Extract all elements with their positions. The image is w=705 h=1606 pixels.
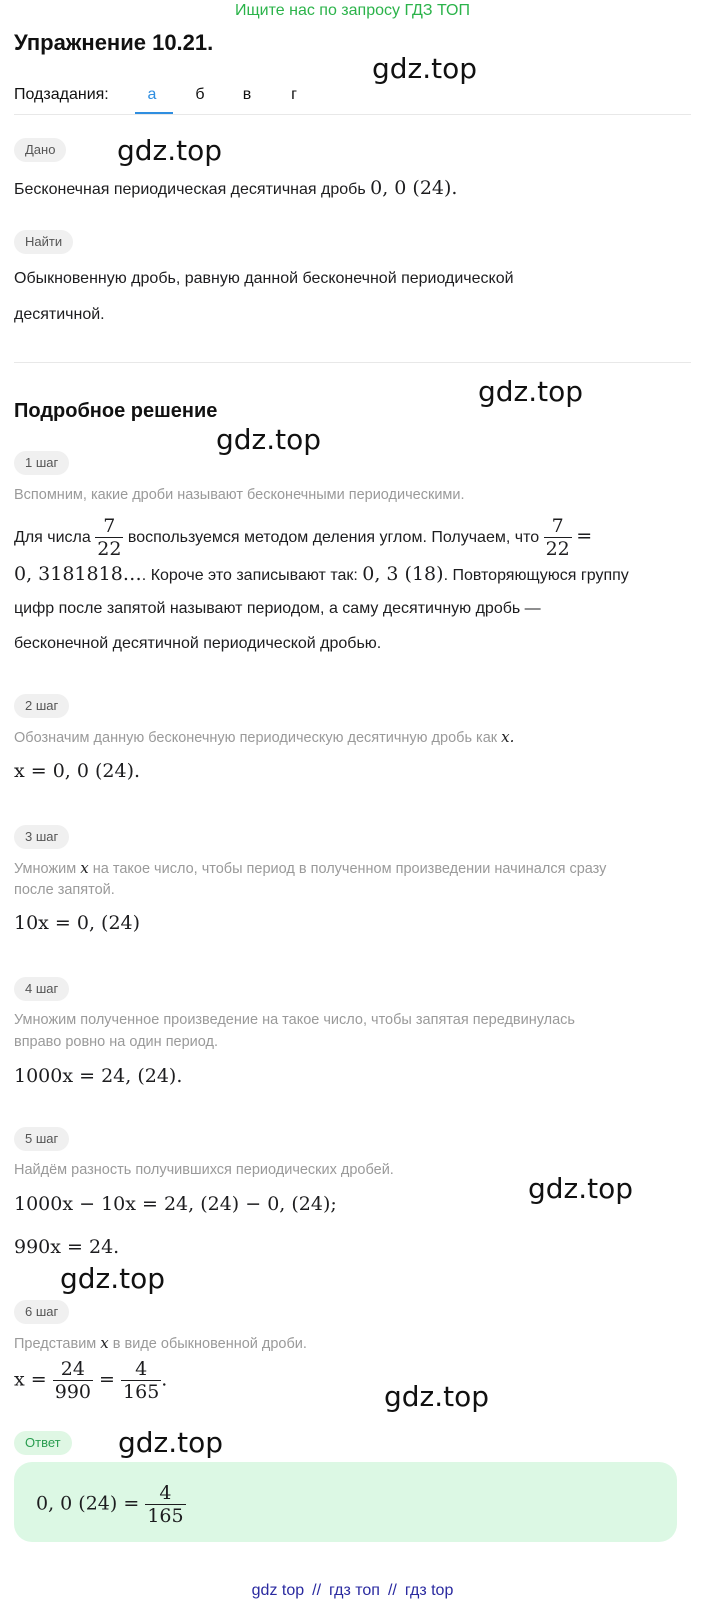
subtasks-label: Подзадания:	[14, 86, 109, 103]
step-4-hint: Умножим полученное произведение на такое число, чтобы запятая передвинулась	[14, 1012, 575, 1028]
tab-a[interactable]: а	[147, 86, 157, 103]
step-2-badge: 2 шаг	[14, 694, 69, 718]
footer-link-2[interactable]: гдз топ	[329, 1582, 380, 1599]
step-6-math: x = $\frac{24}{990}$ = $\frac{4}{165}$ .	[14, 1358, 168, 1403]
tab-v[interactable]: в	[242, 86, 252, 103]
step-5-hint: Найдём разность получившихся периодических дробей.	[14, 1162, 394, 1178]
watermark: gdz.top	[118, 1426, 224, 1459]
watermark: gdz.top	[60, 1262, 166, 1295]
step-5-math-2: 990x = 24.	[14, 1236, 120, 1258]
step-2-hint: Обозначим данную бесконечную периодическую десятичную дробь как x.	[14, 728, 515, 746]
given-value: 0, 0 (24).	[370, 177, 458, 199]
watermark: gdz.top	[372, 52, 478, 85]
step-1-line4: бесконечной десятичной периодической дробью.	[14, 635, 382, 652]
step-6-hint: Представим x в виде обыкновенной дроби.	[14, 1334, 307, 1352]
promo-banner[interactable]: Ищите нас по запросу ГДЗ ТОП	[235, 2, 470, 19]
footer-link-3[interactable]: гдз top	[404, 1582, 454, 1599]
watermark: gdz.top	[528, 1172, 634, 1205]
step-3-badge: 3 шаг	[14, 825, 69, 849]
given-text: Бесконечная периодическая десятичная дробь 0, 0 (24).	[14, 177, 458, 199]
fraction: $\frac{24}{990}$	[54, 1358, 91, 1403]
step-1-line1: Для числа $\frac{7}{22}$ воспользуемся методом деления углом. Получаем, что $\frac{7}{22}$ =	[14, 515, 593, 561]
solution-title: Подробное решение	[14, 400, 218, 422]
find-text-line2: десятичной.	[14, 306, 105, 323]
watermark: gdz.top	[478, 375, 584, 408]
step-4-badge: 4 шаг	[14, 977, 69, 1001]
fraction: $\frac{7}{22}$	[97, 515, 122, 561]
step-1-hint: Вспомним, какие дроби называют бесконечными периодическими.	[14, 487, 465, 503]
step-2-math: x = 0, 0 (24).	[14, 760, 141, 782]
fraction: $\frac{4}{165}$	[123, 1358, 160, 1403]
footer-links: gdz top // гдз топ // гдз top	[251, 1582, 454, 1599]
divider	[14, 362, 691, 363]
step-6-badge: 6 шаг	[14, 1300, 69, 1324]
find-text-line1: Обыкновенную дробь, равную данной бесконечной периодической	[14, 270, 514, 287]
fraction: $\frac{7}{22}$	[545, 515, 570, 561]
step-1-line2: 0, 3181818…. Короче это записывают так: 0, 3 (18). Повторяющуюся группу	[14, 563, 629, 585]
step-3-math: 10x = 0, (24)	[14, 912, 141, 934]
step-3-hint: Умножим x на такое число, чтобы период в полученном произведении начинался сразу	[14, 859, 607, 877]
step-1-line3: цифр после запятой называют периодом, а саму десятичную дробь —	[14, 600, 541, 617]
find-badge: Найти	[14, 230, 73, 254]
divider	[14, 114, 691, 115]
step-4-hint-cont: вправо ровно на один период.	[14, 1034, 219, 1050]
answer-badge: Ответ	[14, 1431, 72, 1455]
step-3-hint-cont: после запятой.	[14, 882, 115, 898]
watermark: gdz.top	[216, 423, 322, 456]
fraction: $\frac{4}{165}$	[147, 1482, 184, 1527]
page-title: Упражнение 10.21.	[14, 30, 214, 55]
answer-math: 0, 0 (24) = $\frac{4}{165}$	[36, 1482, 184, 1527]
tab-b[interactable]: б	[195, 86, 205, 103]
step-1-badge: 1 шаг	[14, 451, 69, 475]
watermark: gdz.top	[117, 134, 223, 167]
given-badge: Дано	[14, 138, 66, 162]
watermark: gdz.top	[384, 1380, 490, 1413]
step-5-math-1: 1000x − 10x = 24, (24) − 0, (24);	[14, 1193, 337, 1215]
step-4-math: 1000x = 24, (24).	[14, 1065, 183, 1087]
footer-link-1[interactable]: gdz top	[251, 1582, 305, 1599]
step-5-badge: 5 шаг	[14, 1127, 69, 1151]
tab-g[interactable]: г	[291, 86, 297, 103]
